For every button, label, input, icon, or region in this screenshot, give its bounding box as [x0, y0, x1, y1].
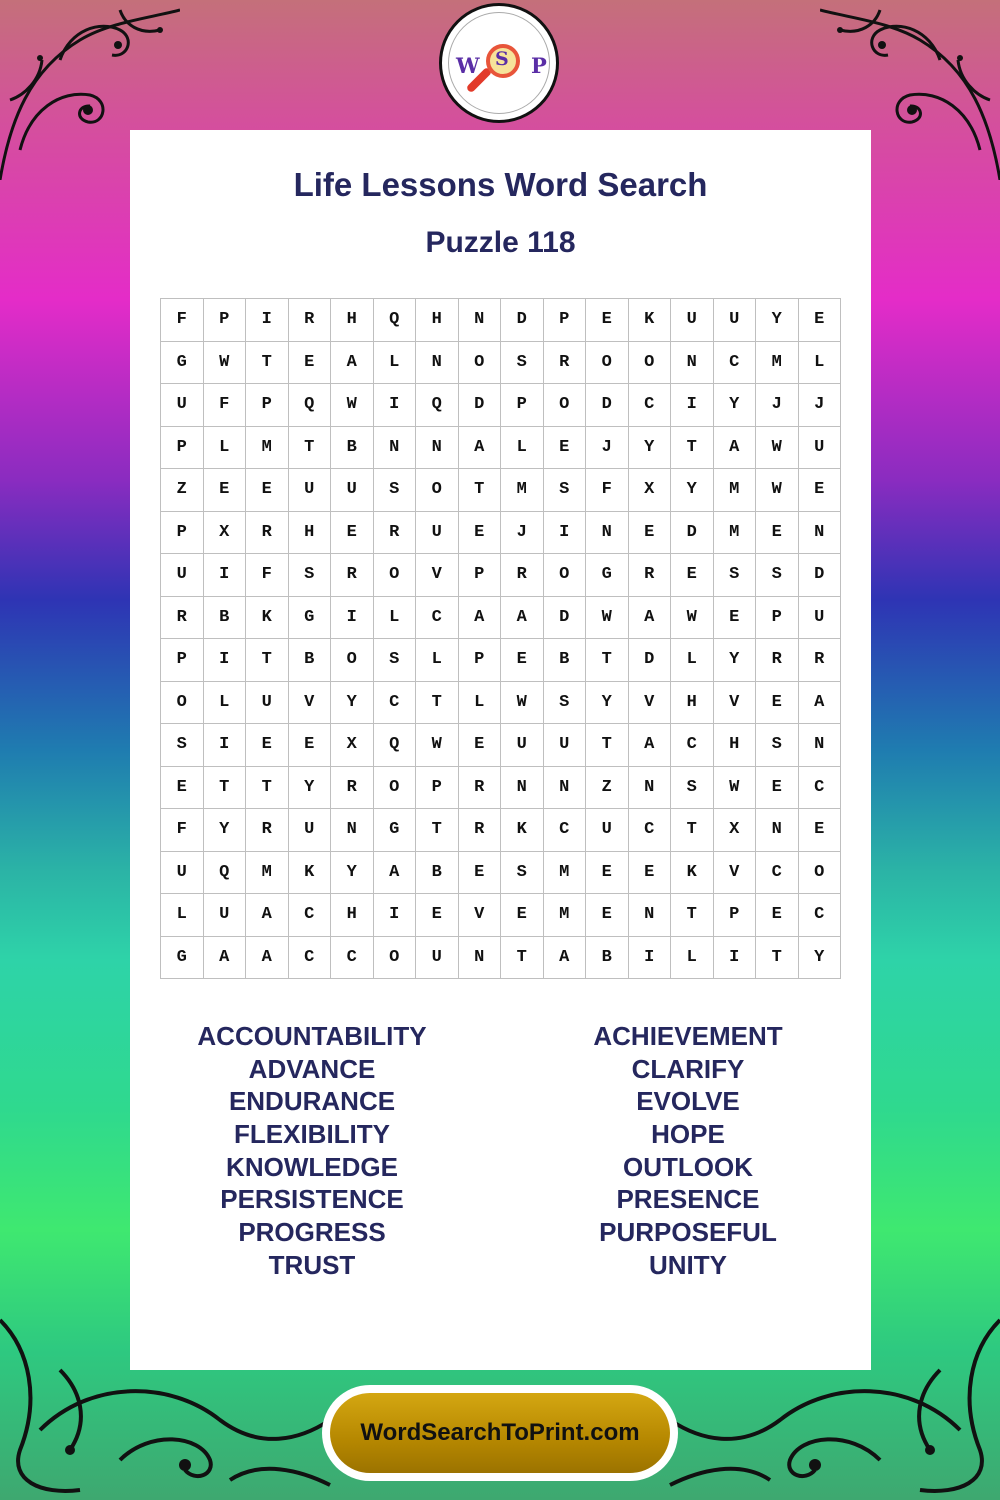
word-list-item: OUTLOOK	[623, 1151, 753, 1182]
grid-cell: P	[204, 299, 247, 342]
puzzle-card	[130, 130, 871, 1370]
grid-cell: A	[246, 937, 289, 980]
grid-cell: W	[756, 469, 799, 512]
grid-cell: V	[714, 682, 757, 725]
grid-cell: U	[501, 724, 544, 767]
grid-cell: L	[459, 682, 502, 725]
grid-cell: F	[246, 554, 289, 597]
grid-cell: I	[544, 512, 587, 555]
grid-cell: E	[756, 682, 799, 725]
grid-cell: C	[416, 597, 459, 640]
grid-cell: E	[629, 512, 672, 555]
grid-cell: Q	[416, 384, 459, 427]
grid-cell: A	[331, 342, 374, 385]
grid-cell: E	[459, 512, 502, 555]
grid-cell: S	[756, 724, 799, 767]
grid-cell: R	[756, 639, 799, 682]
letter-grid	[160, 298, 841, 979]
grid-cell: G	[161, 342, 204, 385]
grid-cell: A	[374, 852, 417, 895]
grid-cell: R	[459, 767, 502, 810]
grid-cell: H	[714, 724, 757, 767]
grid-cell: O	[416, 469, 459, 512]
grid-cell: I	[714, 937, 757, 980]
grid-cell: E	[459, 852, 502, 895]
grid-cell: N	[799, 512, 842, 555]
grid-cell: E	[799, 469, 842, 512]
grid-cell: N	[799, 724, 842, 767]
grid-cell: N	[629, 894, 672, 937]
grid-cell: A	[799, 682, 842, 725]
grid-cell: U	[246, 682, 289, 725]
grid-cell: L	[501, 427, 544, 470]
grid-cell: C	[799, 894, 842, 937]
grid-cell: K	[501, 809, 544, 852]
grid-cell: X	[204, 512, 247, 555]
grid-cell: P	[714, 894, 757, 937]
grid-cell: C	[629, 809, 672, 852]
grid-cell: D	[586, 384, 629, 427]
grid-cell: H	[289, 512, 332, 555]
grid-cell: A	[714, 427, 757, 470]
grid-cell: O	[374, 767, 417, 810]
grid-cell: O	[799, 852, 842, 895]
grid-cell: Q	[204, 852, 247, 895]
grid-cell: S	[544, 682, 587, 725]
grid-cell: E	[246, 469, 289, 512]
grid-cell: U	[331, 469, 374, 512]
grid-cell: N	[416, 342, 459, 385]
grid-cell: L	[416, 639, 459, 682]
grid-cell: B	[289, 639, 332, 682]
grid-cell: T	[756, 937, 799, 980]
grid-cell: D	[544, 597, 587, 640]
grid-cell: P	[544, 299, 587, 342]
word-list-item: PROGRESS	[238, 1217, 386, 1248]
grid-cell: N	[671, 342, 714, 385]
grid-cell: S	[289, 554, 332, 597]
grid-cell: D	[629, 639, 672, 682]
grid-cell: T	[586, 639, 629, 682]
grid-cell: U	[204, 894, 247, 937]
grid-cell: R	[331, 767, 374, 810]
grid-cell: I	[374, 894, 417, 937]
grid-cell: C	[289, 894, 332, 937]
grid-cell: O	[331, 639, 374, 682]
grid-cell: C	[331, 937, 374, 980]
grid-cell: V	[629, 682, 672, 725]
grid-cell: M	[544, 894, 587, 937]
grid-cell: E	[756, 894, 799, 937]
grid-cell: I	[671, 384, 714, 427]
grid-cell: P	[501, 384, 544, 427]
grid-cell: O	[374, 554, 417, 597]
grid-cell: S	[374, 469, 417, 512]
grid-cell: M	[246, 852, 289, 895]
grid-cell: U	[289, 469, 332, 512]
grid-cell: E	[246, 724, 289, 767]
grid-cell: X	[714, 809, 757, 852]
grid-cell: S	[544, 469, 587, 512]
grid-cell: I	[204, 639, 247, 682]
grid-cell: O	[544, 384, 587, 427]
grid-cell: W	[671, 597, 714, 640]
grid-cell: M	[501, 469, 544, 512]
grid-cell: U	[586, 809, 629, 852]
grid-cell: R	[246, 809, 289, 852]
word-list-item: FLEXIBILITY	[234, 1119, 390, 1150]
grid-cell: C	[629, 384, 672, 427]
grid-cell: U	[714, 299, 757, 342]
grid-cell: M	[246, 427, 289, 470]
grid-cell: K	[289, 852, 332, 895]
grid-cell: D	[501, 299, 544, 342]
grid-cell: Y	[331, 682, 374, 725]
grid-cell: A	[459, 427, 502, 470]
word-list-item: ACCOUNTABILITY	[197, 1021, 427, 1051]
grid-cell: T	[501, 937, 544, 980]
grid-cell: L	[671, 937, 714, 980]
site-link-button[interactable]	[322, 1385, 678, 1481]
grid-cell: C	[289, 937, 332, 980]
grid-cell: J	[799, 384, 842, 427]
grid-cell: W	[501, 682, 544, 725]
grid-cell: O	[161, 682, 204, 725]
grid-cell: W	[204, 342, 247, 385]
grid-cell: A	[204, 937, 247, 980]
puzzle-number: Puzzle 118	[425, 226, 576, 259]
grid-cell: S	[161, 724, 204, 767]
grid-cell: T	[416, 682, 459, 725]
grid-cell: E	[629, 852, 672, 895]
grid-cell: W	[586, 597, 629, 640]
word-list-item: EVOLVE	[636, 1086, 740, 1117]
grid-cell: T	[586, 724, 629, 767]
grid-cell: P	[416, 767, 459, 810]
grid-cell: N	[501, 767, 544, 810]
grid-cell: R	[799, 639, 842, 682]
grid-cell: I	[374, 384, 417, 427]
grid-cell: B	[544, 639, 587, 682]
grid-cell: J	[501, 512, 544, 555]
grid-cell: M	[714, 469, 757, 512]
grid-cell: L	[374, 597, 417, 640]
grid-cell: C	[714, 342, 757, 385]
grid-cell: N	[374, 427, 417, 470]
grid-cell: R	[629, 554, 672, 597]
grid-cell: U	[289, 809, 332, 852]
grid-cell: N	[544, 767, 587, 810]
grid-cell: E	[289, 724, 332, 767]
grid-cell: A	[459, 597, 502, 640]
grid-cell: R	[501, 554, 544, 597]
grid-cell: O	[459, 342, 502, 385]
grid-cell: Y	[629, 427, 672, 470]
grid-cell: Y	[799, 937, 842, 980]
grid-cell: W	[416, 724, 459, 767]
grid-cell: C	[374, 682, 417, 725]
grid-cell: B	[204, 597, 247, 640]
grid-cell: U	[416, 512, 459, 555]
grid-cell: T	[416, 809, 459, 852]
grid-cell: F	[586, 469, 629, 512]
grid-cell: S	[501, 342, 544, 385]
word-list-item: TRUST	[268, 1249, 356, 1280]
grid-cell: S	[756, 554, 799, 597]
grid-cell: N	[331, 809, 374, 852]
grid-cell: U	[416, 937, 459, 980]
grid-cell: B	[416, 852, 459, 895]
grid-cell: F	[204, 384, 247, 427]
grid-cell: E	[501, 894, 544, 937]
grid-cell: E	[756, 767, 799, 810]
grid-cell: A	[629, 724, 672, 767]
grid-cell: T	[671, 427, 714, 470]
grid-cell: T	[289, 427, 332, 470]
grid-cell: R	[161, 597, 204, 640]
grid-cell: U	[799, 427, 842, 470]
grid-cell: A	[501, 597, 544, 640]
grid-cell: L	[204, 427, 247, 470]
grid-cell: P	[161, 512, 204, 555]
grid-cell: N	[586, 512, 629, 555]
grid-cell: P	[459, 639, 502, 682]
grid-cell: E	[204, 469, 247, 512]
grid-cell: C	[756, 852, 799, 895]
grid-cell: E	[799, 299, 842, 342]
word-list-item: PURPOSEFUL	[599, 1217, 777, 1248]
grid-cell: T	[459, 469, 502, 512]
grid-cell: E	[501, 639, 544, 682]
grid-cell: O	[586, 342, 629, 385]
grid-cell: E	[714, 597, 757, 640]
grid-cell: Y	[714, 384, 757, 427]
grid-cell: Y	[714, 639, 757, 682]
grid-cell: U	[544, 724, 587, 767]
grid-cell: N	[629, 767, 672, 810]
grid-cell: Q	[374, 299, 417, 342]
grid-cell: P	[161, 639, 204, 682]
grid-cell: H	[416, 299, 459, 342]
grid-cell: H	[331, 299, 374, 342]
word-list-right	[538, 1020, 838, 1282]
grid-cell: L	[204, 682, 247, 725]
grid-cell: K	[246, 597, 289, 640]
grid-cell: E	[756, 512, 799, 555]
word-list-item: HOPE	[651, 1119, 725, 1150]
grid-cell: I	[204, 724, 247, 767]
grid-cell: E	[671, 554, 714, 597]
grid-cell: B	[331, 427, 374, 470]
grid-cell: Z	[586, 767, 629, 810]
word-list-item: PERSISTENCE	[220, 1184, 404, 1215]
grid-cell: E	[161, 767, 204, 810]
grid-cell: O	[544, 554, 587, 597]
grid-cell: C	[544, 809, 587, 852]
grid-cell: C	[799, 767, 842, 810]
grid-cell: E	[586, 299, 629, 342]
grid-cell: T	[671, 809, 714, 852]
grid-cell: M	[544, 852, 587, 895]
grid-cell: W	[331, 384, 374, 427]
grid-cell: G	[161, 937, 204, 980]
grid-cell: U	[799, 597, 842, 640]
grid-cell: O	[629, 342, 672, 385]
grid-cell: H	[671, 682, 714, 725]
grid-cell: J	[586, 427, 629, 470]
grid-cell: K	[671, 852, 714, 895]
grid-cell: N	[756, 809, 799, 852]
grid-cell: R	[246, 512, 289, 555]
grid-cell: L	[799, 342, 842, 385]
grid-cell: N	[459, 299, 502, 342]
grid-cell: S	[671, 767, 714, 810]
grid-cell: Y	[586, 682, 629, 725]
grid-cell: R	[459, 809, 502, 852]
grid-cell: T	[246, 639, 289, 682]
puzzle-title: Life Lessons Word Search	[293, 166, 708, 203]
grid-cell: G	[586, 554, 629, 597]
word-list-item: ACHIEVEMENT	[593, 1021, 783, 1051]
grid-cell: Y	[331, 852, 374, 895]
grid-cell: I	[331, 597, 374, 640]
grid-cell: R	[544, 342, 587, 385]
grid-cell: Z	[161, 469, 204, 512]
grid-cell: Y	[756, 299, 799, 342]
grid-cell: E	[416, 894, 459, 937]
grid-cell: U	[161, 852, 204, 895]
word-list-item: CLARIFY	[631, 1053, 745, 1084]
grid-cell: E	[331, 512, 374, 555]
grid-cell: R	[289, 299, 332, 342]
grid-cell: P	[161, 427, 204, 470]
grid-cell: Q	[289, 384, 332, 427]
grid-cell: E	[459, 724, 502, 767]
grid-cell: L	[161, 894, 204, 937]
grid-cell: X	[331, 724, 374, 767]
grid-cell: G	[374, 809, 417, 852]
grid-cell: T	[671, 894, 714, 937]
grid-cell: D	[799, 554, 842, 597]
grid-cell: R	[331, 554, 374, 597]
grid-cell: O	[374, 937, 417, 980]
grid-cell: I	[246, 299, 289, 342]
grid-cell: S	[714, 554, 757, 597]
grid-cell: C	[671, 724, 714, 767]
grid-cell: E	[586, 852, 629, 895]
grid-cell: T	[246, 767, 289, 810]
word-list-item: KNOWLEDGE	[226, 1151, 398, 1182]
grid-cell: T	[204, 767, 247, 810]
grid-cell: J	[756, 384, 799, 427]
grid-cell: S	[374, 639, 417, 682]
grid-cell: W	[756, 427, 799, 470]
grid-cell: N	[416, 427, 459, 470]
site-link-label[interactable]: WordSearchToPrint.com	[330, 1393, 670, 1473]
grid-cell: U	[161, 384, 204, 427]
grid-cell: S	[501, 852, 544, 895]
grid-cell: M	[756, 342, 799, 385]
grid-cell: T	[246, 342, 289, 385]
grid-cell: D	[671, 512, 714, 555]
grid-cell: F	[161, 299, 204, 342]
grid-cell: H	[331, 894, 374, 937]
word-list-left	[162, 1020, 462, 1282]
grid-cell: V	[416, 554, 459, 597]
grid-cell: A	[246, 894, 289, 937]
grid-cell: G	[289, 597, 332, 640]
word-list-item: UNITY	[649, 1249, 727, 1280]
grid-cell: E	[586, 894, 629, 937]
grid-cell: I	[629, 937, 672, 980]
grid-cell: N	[459, 937, 502, 980]
grid-cell: A	[629, 597, 672, 640]
word-list-item: PRESENCE	[616, 1184, 760, 1215]
wsp-logo	[439, 3, 559, 123]
grid-cell: K	[629, 299, 672, 342]
grid-cell: Y	[289, 767, 332, 810]
grid-cell: I	[204, 554, 247, 597]
grid-cell: Y	[671, 469, 714, 512]
grid-cell: P	[246, 384, 289, 427]
grid-cell: E	[289, 342, 332, 385]
grid-cell: F	[161, 809, 204, 852]
grid-cell: U	[161, 554, 204, 597]
grid-cell: P	[756, 597, 799, 640]
grid-cell: W	[714, 767, 757, 810]
grid-cell: Q	[374, 724, 417, 767]
logo-letter-s: S	[495, 48, 509, 70]
grid-cell: V	[459, 894, 502, 937]
grid-cell: D	[459, 384, 502, 427]
word-list-item: ENDURANCE	[228, 1086, 396, 1117]
grid-cell: X	[629, 469, 672, 512]
grid-cell: Y	[204, 809, 247, 852]
grid-cell: V	[289, 682, 332, 725]
grid-cell: L	[374, 342, 417, 385]
grid-cell: E	[544, 427, 587, 470]
logo-letter-w: W	[456, 53, 480, 78]
logo-letter-p: P	[531, 53, 547, 78]
grid-cell: A	[544, 937, 587, 980]
grid-cell: M	[714, 512, 757, 555]
grid-cell: P	[459, 554, 502, 597]
grid-cell: L	[671, 639, 714, 682]
grid-cell: V	[714, 852, 757, 895]
grid-cell: E	[799, 809, 842, 852]
word-list-item: ADVANCE	[248, 1053, 376, 1084]
grid-cell: B	[586, 937, 629, 980]
grid-cell: U	[671, 299, 714, 342]
grid-cell: R	[374, 512, 417, 555]
